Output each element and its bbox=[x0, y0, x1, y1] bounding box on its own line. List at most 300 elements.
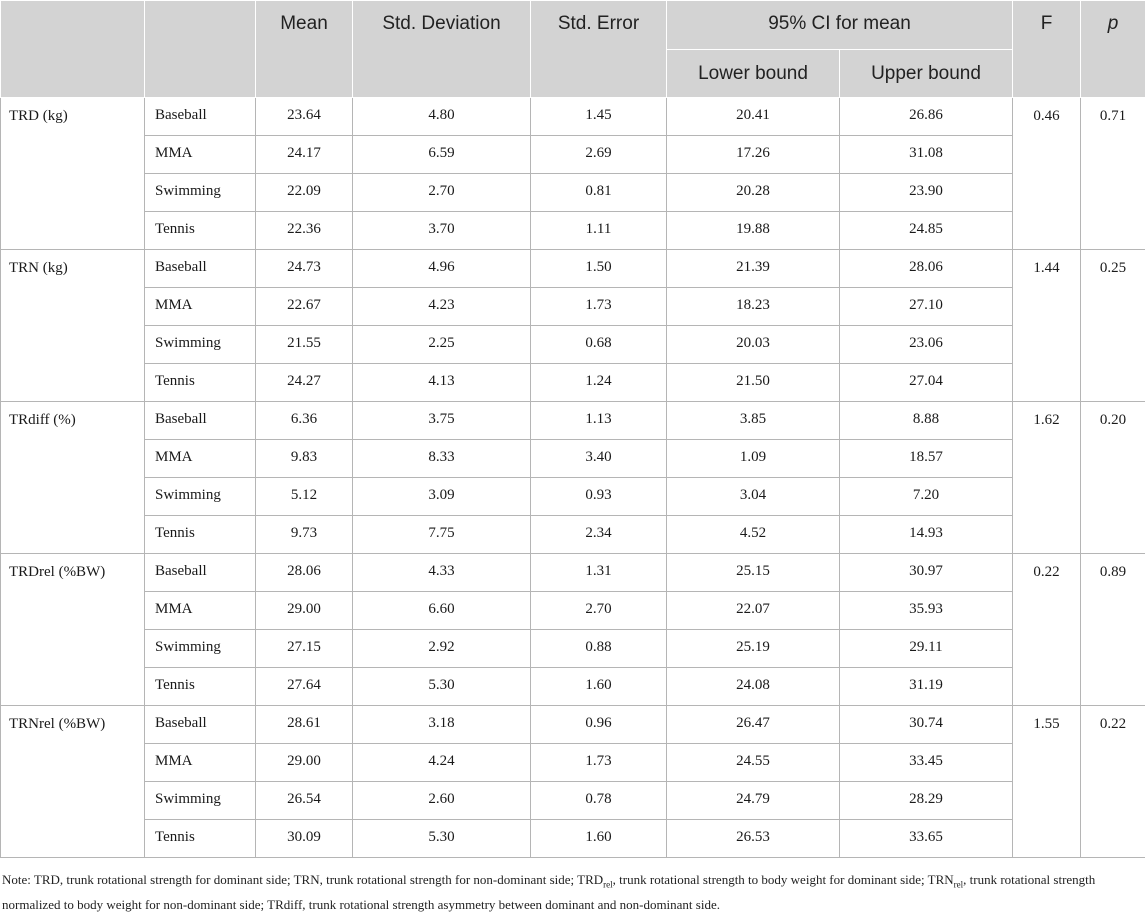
p-value-cell-value: 0.25 bbox=[1081, 250, 1145, 277]
std-error-cell-value: 0.88 bbox=[531, 630, 666, 656]
lower-bound-cell-value: 24.55 bbox=[667, 744, 839, 770]
sport-cell bbox=[145, 326, 256, 364]
lower-bound-cell bbox=[667, 782, 840, 820]
mean-cell bbox=[256, 516, 353, 554]
sport-cell-value: MMA bbox=[145, 592, 255, 618]
header-std-deviation bbox=[353, 1, 531, 98]
std-deviation-cell-value: 2.92 bbox=[353, 630, 530, 656]
mean-cell-value: 28.61 bbox=[256, 706, 352, 732]
mean-cell bbox=[256, 402, 353, 440]
mean-cell-value: 28.06 bbox=[256, 554, 352, 580]
std-deviation-cell-value: 5.30 bbox=[353, 668, 530, 694]
upper-bound-cell-value: 28.06 bbox=[840, 250, 1012, 276]
std-error-cell-value: 1.45 bbox=[531, 98, 666, 124]
upper-bound-cell-value: 14.93 bbox=[840, 516, 1012, 542]
table-row bbox=[1, 326, 1145, 364]
upper-bound-cell-value: 26.86 bbox=[840, 98, 1012, 124]
sport-cell bbox=[145, 250, 256, 288]
lower-bound-cell-value: 17.26 bbox=[667, 136, 839, 162]
upper-bound-cell bbox=[840, 592, 1013, 630]
header-f bbox=[1013, 1, 1081, 98]
sport-cell-value: Tennis bbox=[145, 820, 255, 846]
lower-bound-cell bbox=[667, 250, 840, 288]
p-value-cell bbox=[1081, 250, 1145, 402]
upper-bound-cell-value: 7.20 bbox=[840, 478, 1012, 504]
std-deviation-cell-value: 4.33 bbox=[353, 554, 530, 580]
lower-bound-cell bbox=[667, 706, 840, 744]
upper-bound-cell bbox=[840, 364, 1013, 402]
table-header bbox=[1, 1, 1145, 98]
upper-bound-cell bbox=[840, 744, 1013, 782]
mean-cell-value: 5.12 bbox=[256, 478, 352, 504]
std-error-cell-value: 0.96 bbox=[531, 706, 666, 732]
upper-bound-cell bbox=[840, 516, 1013, 554]
header-ci-label: 95% CI for mean bbox=[667, 1, 1012, 35]
sport-cell-value: Baseball bbox=[145, 554, 255, 580]
sport-cell bbox=[145, 782, 256, 820]
p-value-cell-value: 0.22 bbox=[1081, 706, 1145, 733]
std-error-cell-value: 1.73 bbox=[531, 288, 666, 314]
table-row bbox=[1, 250, 1145, 288]
sport-cell bbox=[145, 630, 256, 668]
upper-bound-cell bbox=[840, 440, 1013, 478]
f-statistic-cell-value: 0.46 bbox=[1013, 98, 1080, 125]
sport-cell-value: Baseball bbox=[145, 98, 255, 124]
header-ci bbox=[667, 1, 1013, 50]
std-error-cell bbox=[531, 174, 667, 212]
mean-cell bbox=[256, 326, 353, 364]
std-error-cell bbox=[531, 478, 667, 516]
lower-bound-cell-value: 21.39 bbox=[667, 250, 839, 276]
lower-bound-cell bbox=[667, 592, 840, 630]
upper-bound-cell-value: 27.04 bbox=[840, 364, 1012, 390]
table-row bbox=[1, 592, 1145, 630]
mean-cell bbox=[256, 706, 353, 744]
lower-bound-cell-value: 18.23 bbox=[667, 288, 839, 314]
sport-cell-value: Tennis bbox=[145, 212, 255, 238]
table-row bbox=[1, 706, 1145, 744]
upper-bound-cell-value: 8.88 bbox=[840, 402, 1012, 428]
lower-bound-cell bbox=[667, 402, 840, 440]
sport-cell-value: MMA bbox=[145, 744, 255, 770]
mean-cell-value: 29.00 bbox=[256, 592, 352, 618]
p-value-cell bbox=[1081, 402, 1145, 554]
header-upper-bound-label: Upper bound bbox=[840, 50, 1012, 85]
variable-label-value: TRNrel (%BW) bbox=[1, 706, 144, 733]
std-deviation-cell bbox=[353, 174, 531, 212]
table-row bbox=[1, 668, 1145, 706]
variable-label-value: TRDrel (%BW) bbox=[1, 554, 144, 581]
mean-cell bbox=[256, 782, 353, 820]
lower-bound-cell-value: 4.52 bbox=[667, 516, 839, 542]
std-deviation-cell bbox=[353, 250, 531, 288]
std-error-cell-value: 0.93 bbox=[531, 478, 666, 504]
std-error-cell bbox=[531, 554, 667, 592]
header-blank-variable bbox=[1, 1, 145, 98]
upper-bound-cell-value: 28.29 bbox=[840, 782, 1012, 808]
std-deviation-cell bbox=[353, 98, 531, 136]
std-error-cell-value: 2.70 bbox=[531, 592, 666, 618]
std-deviation-cell bbox=[353, 288, 531, 326]
variable-label-value: TRdiff (%) bbox=[1, 402, 144, 429]
variable-label bbox=[1, 98, 145, 250]
lower-bound-cell-value: 25.15 bbox=[667, 554, 839, 580]
lower-bound-cell-value: 24.79 bbox=[667, 782, 839, 808]
sport-cell-value: MMA bbox=[145, 288, 255, 314]
std-error-cell bbox=[531, 440, 667, 478]
upper-bound-cell bbox=[840, 98, 1013, 136]
std-error-cell bbox=[531, 592, 667, 630]
std-error-cell bbox=[531, 136, 667, 174]
upper-bound-cell-value: 31.19 bbox=[840, 668, 1012, 694]
table-row bbox=[1, 364, 1145, 402]
mean-cell bbox=[256, 288, 353, 326]
std-error-cell-value: 0.68 bbox=[531, 326, 666, 352]
upper-bound-cell-value: 30.74 bbox=[840, 706, 1012, 732]
table-row bbox=[1, 516, 1145, 554]
upper-bound-cell bbox=[840, 478, 1013, 516]
header-f-label: F bbox=[1013, 1, 1080, 35]
lower-bound-cell bbox=[667, 478, 840, 516]
lower-bound-cell bbox=[667, 554, 840, 592]
sport-cell-value: MMA bbox=[145, 440, 255, 466]
variable-label bbox=[1, 706, 145, 858]
header-upper-bound bbox=[840, 50, 1013, 98]
upper-bound-cell-value: 31.08 bbox=[840, 136, 1012, 162]
mean-cell-value: 6.36 bbox=[256, 402, 352, 428]
table-row bbox=[1, 136, 1145, 174]
lower-bound-cell-value: 1.09 bbox=[667, 440, 839, 466]
std-deviation-cell-value: 6.60 bbox=[353, 592, 530, 618]
sport-cell bbox=[145, 744, 256, 782]
mean-cell bbox=[256, 250, 353, 288]
upper-bound-cell bbox=[840, 820, 1013, 858]
table-row bbox=[1, 98, 1145, 136]
f-statistic-cell bbox=[1013, 706, 1081, 858]
upper-bound-cell bbox=[840, 136, 1013, 174]
table-note bbox=[0, 870, 1145, 915]
std-deviation-cell-value: 3.09 bbox=[353, 478, 530, 504]
std-deviation-cell-value: 4.80 bbox=[353, 98, 530, 124]
header-lower-bound-label: Lower bound bbox=[667, 50, 839, 85]
sport-cell-value: Swimming bbox=[145, 630, 255, 656]
lower-bound-cell bbox=[667, 668, 840, 706]
std-deviation-cell bbox=[353, 630, 531, 668]
mean-cell bbox=[256, 744, 353, 782]
mean-cell bbox=[256, 136, 353, 174]
std-deviation-cell bbox=[353, 706, 531, 744]
upper-bound-cell bbox=[840, 174, 1013, 212]
std-deviation-cell bbox=[353, 592, 531, 630]
std-error-cell-value: 1.11 bbox=[531, 212, 666, 238]
std-error-cell bbox=[531, 516, 667, 554]
f-statistic-cell bbox=[1013, 554, 1081, 706]
upper-bound-cell bbox=[840, 668, 1013, 706]
variable-label bbox=[1, 554, 145, 706]
mean-cell bbox=[256, 630, 353, 668]
lower-bound-cell-value: 20.41 bbox=[667, 98, 839, 124]
sport-cell bbox=[145, 212, 256, 250]
p-value-cell bbox=[1081, 554, 1145, 706]
sport-cell bbox=[145, 174, 256, 212]
upper-bound-cell bbox=[840, 326, 1013, 364]
mean-cell bbox=[256, 174, 353, 212]
variable-label-value: TRN (kg) bbox=[1, 250, 144, 277]
upper-bound-cell bbox=[840, 782, 1013, 820]
std-error-cell bbox=[531, 402, 667, 440]
sport-cell-value: Baseball bbox=[145, 402, 255, 428]
header-std-deviation-label: Std. Deviation bbox=[353, 1, 530, 35]
lower-bound-cell bbox=[667, 288, 840, 326]
std-deviation-cell-value: 2.70 bbox=[353, 174, 530, 200]
mean-cell bbox=[256, 364, 353, 402]
sport-cell-value: Tennis bbox=[145, 364, 255, 390]
header-blank-sport bbox=[145, 1, 256, 98]
sport-cell bbox=[145, 820, 256, 858]
upper-bound-cell bbox=[840, 554, 1013, 592]
lower-bound-cell bbox=[667, 174, 840, 212]
std-error-cell-value: 1.13 bbox=[531, 402, 666, 428]
std-deviation-cell bbox=[353, 744, 531, 782]
upper-bound-cell bbox=[840, 402, 1013, 440]
lower-bound-cell-value: 26.53 bbox=[667, 820, 839, 846]
sport-cell-value: MMA bbox=[145, 136, 255, 162]
f-statistic-cell-value: 1.44 bbox=[1013, 250, 1080, 277]
header-p-label: p bbox=[1081, 1, 1145, 35]
lower-bound-cell-value: 20.03 bbox=[667, 326, 839, 352]
std-deviation-cell bbox=[353, 440, 531, 478]
upper-bound-cell-value: 23.90 bbox=[840, 174, 1012, 200]
sport-cell-value: Swimming bbox=[145, 326, 255, 352]
lower-bound-cell bbox=[667, 136, 840, 174]
mean-cell-value: 27.64 bbox=[256, 668, 352, 694]
std-deviation-cell-value: 3.70 bbox=[353, 212, 530, 238]
sport-cell bbox=[145, 136, 256, 174]
std-deviation-cell-value: 2.60 bbox=[353, 782, 530, 808]
note-subscript-rel-1: rel bbox=[603, 880, 613, 890]
variable-label bbox=[1, 250, 145, 402]
note-prefix: Note: TRD, trunk rotational strength for dominant side; TRN, trunk rotational strength for non-dominant side; TRD bbox=[2, 872, 603, 887]
p-value-cell-value: 0.71 bbox=[1081, 98, 1145, 125]
std-error-cell-value: 0.81 bbox=[531, 174, 666, 200]
header-mean-label: Mean bbox=[256, 1, 352, 35]
sport-cell bbox=[145, 516, 256, 554]
mean-cell-value: 21.55 bbox=[256, 326, 352, 352]
std-error-cell bbox=[531, 98, 667, 136]
std-deviation-cell-value: 3.18 bbox=[353, 706, 530, 732]
mean-cell bbox=[256, 478, 353, 516]
std-deviation-cell bbox=[353, 136, 531, 174]
std-deviation-cell bbox=[353, 402, 531, 440]
p-value-cell-value: 0.20 bbox=[1081, 402, 1145, 429]
f-statistic-cell bbox=[1013, 402, 1081, 554]
mean-cell bbox=[256, 440, 353, 478]
sport-cell bbox=[145, 668, 256, 706]
mean-cell-value: 24.27 bbox=[256, 364, 352, 390]
upper-bound-cell bbox=[840, 706, 1013, 744]
table-body bbox=[1, 98, 1145, 858]
std-error-cell bbox=[531, 706, 667, 744]
header-std-error bbox=[531, 1, 667, 98]
std-error-cell bbox=[531, 288, 667, 326]
lower-bound-cell-value: 21.50 bbox=[667, 364, 839, 390]
sport-cell bbox=[145, 592, 256, 630]
std-error-cell bbox=[531, 820, 667, 858]
mean-cell bbox=[256, 592, 353, 630]
variable-label-value: TRD (kg) bbox=[1, 98, 144, 125]
mean-cell bbox=[256, 212, 353, 250]
mean-cell bbox=[256, 98, 353, 136]
sport-cell-value: Tennis bbox=[145, 516, 255, 542]
std-deviation-cell-value: 4.13 bbox=[353, 364, 530, 390]
note-suffix: , trunk rotational strength normalized to body weight for non-dominant side; TRdiff, trunk rotational strength asymmetry between dominant and non-dominant side. bbox=[2, 872, 1095, 912]
std-error-cell bbox=[531, 668, 667, 706]
mean-cell-value: 26.54 bbox=[256, 782, 352, 808]
std-deviation-cell bbox=[353, 782, 531, 820]
p-value-cell bbox=[1081, 706, 1145, 858]
std-deviation-cell-value: 4.23 bbox=[353, 288, 530, 314]
sport-cell bbox=[145, 288, 256, 326]
std-deviation-cell bbox=[353, 668, 531, 706]
upper-bound-cell-value: 33.65 bbox=[840, 820, 1012, 846]
table-row bbox=[1, 288, 1145, 326]
lower-bound-cell-value: 20.28 bbox=[667, 174, 839, 200]
std-error-cell-value: 1.31 bbox=[531, 554, 666, 580]
note-text bbox=[0, 870, 1145, 915]
std-deviation-cell bbox=[353, 516, 531, 554]
p-value-cell bbox=[1081, 98, 1145, 250]
sport-cell bbox=[145, 364, 256, 402]
mean-cell-value: 23.64 bbox=[256, 98, 352, 124]
lower-bound-cell bbox=[667, 516, 840, 554]
table-row bbox=[1, 174, 1145, 212]
sport-cell-value: Baseball bbox=[145, 706, 255, 732]
table-row bbox=[1, 820, 1145, 858]
std-deviation-cell-value: 4.24 bbox=[353, 744, 530, 770]
p-value-cell-value: 0.89 bbox=[1081, 554, 1145, 581]
header-lower-bound bbox=[667, 50, 840, 98]
std-error-cell-value: 3.40 bbox=[531, 440, 666, 466]
upper-bound-cell bbox=[840, 212, 1013, 250]
std-error-cell-value: 1.60 bbox=[531, 820, 666, 846]
f-statistic-cell bbox=[1013, 250, 1081, 402]
lower-bound-cell-value: 3.85 bbox=[667, 402, 839, 428]
header-std-error-label: Std. Error bbox=[531, 1, 666, 35]
std-error-cell bbox=[531, 326, 667, 364]
upper-bound-cell bbox=[840, 630, 1013, 668]
std-deviation-cell-value: 5.30 bbox=[353, 820, 530, 846]
sport-cell bbox=[145, 478, 256, 516]
std-deviation-cell-value: 7.75 bbox=[353, 516, 530, 542]
lower-bound-cell-value: 19.88 bbox=[667, 212, 839, 238]
std-deviation-cell-value: 6.59 bbox=[353, 136, 530, 162]
sport-cell-value: Tennis bbox=[145, 668, 255, 694]
std-error-cell-value: 1.73 bbox=[531, 744, 666, 770]
std-error-cell-value: 2.69 bbox=[531, 136, 666, 162]
lower-bound-cell-value: 24.08 bbox=[667, 668, 839, 694]
lower-bound-cell-value: 3.04 bbox=[667, 478, 839, 504]
lower-bound-cell bbox=[667, 212, 840, 250]
upper-bound-cell-value: 35.93 bbox=[840, 592, 1012, 618]
upper-bound-cell-value: 18.57 bbox=[840, 440, 1012, 466]
header-mean bbox=[256, 1, 353, 98]
sport-cell bbox=[145, 98, 256, 136]
std-deviation-cell-value: 2.25 bbox=[353, 326, 530, 352]
upper-bound-cell-value: 23.06 bbox=[840, 326, 1012, 352]
std-deviation-cell bbox=[353, 554, 531, 592]
lower-bound-cell bbox=[667, 820, 840, 858]
sport-cell bbox=[145, 706, 256, 744]
mean-cell-value: 29.00 bbox=[256, 744, 352, 770]
sport-cell bbox=[145, 440, 256, 478]
upper-bound-cell-value: 33.45 bbox=[840, 744, 1012, 770]
upper-bound-cell-value: 30.97 bbox=[840, 554, 1012, 580]
table-row bbox=[1, 554, 1145, 592]
note-subscript-rel-2: rel bbox=[954, 880, 964, 890]
upper-bound-cell-value: 29.11 bbox=[840, 630, 1012, 656]
variable-label bbox=[1, 402, 145, 554]
std-error-cell bbox=[531, 782, 667, 820]
std-error-cell bbox=[531, 364, 667, 402]
mean-cell-value: 27.15 bbox=[256, 630, 352, 656]
mean-cell-value: 22.09 bbox=[256, 174, 352, 200]
std-deviation-cell-value: 4.96 bbox=[353, 250, 530, 276]
lower-bound-cell-value: 26.47 bbox=[667, 706, 839, 732]
lower-bound-cell-value: 25.19 bbox=[667, 630, 839, 656]
f-statistic-cell-value: 1.62 bbox=[1013, 402, 1080, 429]
sport-cell-value: Swimming bbox=[145, 174, 255, 200]
lower-bound-cell-value: 22.07 bbox=[667, 592, 839, 618]
note-middle: , trunk rotational strength to body weight for dominant side; TRN bbox=[613, 872, 954, 887]
std-error-cell bbox=[531, 212, 667, 250]
lower-bound-cell bbox=[667, 364, 840, 402]
upper-bound-cell bbox=[840, 250, 1013, 288]
table-row bbox=[1, 630, 1145, 668]
sport-cell-value: Baseball bbox=[145, 250, 255, 276]
table-row bbox=[1, 478, 1145, 516]
mean-cell bbox=[256, 820, 353, 858]
std-error-cell-value: 1.60 bbox=[531, 668, 666, 694]
lower-bound-cell bbox=[667, 440, 840, 478]
std-deviation-cell bbox=[353, 478, 531, 516]
std-error-cell-value: 2.34 bbox=[531, 516, 666, 542]
std-deviation-cell bbox=[353, 364, 531, 402]
table-row bbox=[1, 782, 1145, 820]
std-error-cell-value: 1.24 bbox=[531, 364, 666, 390]
lower-bound-cell bbox=[667, 98, 840, 136]
mean-cell-value: 9.73 bbox=[256, 516, 352, 542]
f-statistic-cell bbox=[1013, 98, 1081, 250]
mean-cell-value: 9.83 bbox=[256, 440, 352, 466]
table-row bbox=[1, 402, 1145, 440]
mean-cell-value: 22.36 bbox=[256, 212, 352, 238]
std-error-cell-value: 0.78 bbox=[531, 782, 666, 808]
lower-bound-cell bbox=[667, 630, 840, 668]
f-statistic-cell-value: 0.22 bbox=[1013, 554, 1080, 581]
std-error-cell-value: 1.50 bbox=[531, 250, 666, 276]
table-row bbox=[1, 440, 1145, 478]
sport-cell bbox=[145, 402, 256, 440]
sport-cell-value: Swimming bbox=[145, 478, 255, 504]
std-deviation-cell-value: 3.75 bbox=[353, 402, 530, 428]
std-deviation-cell bbox=[353, 212, 531, 250]
mean-cell bbox=[256, 668, 353, 706]
std-error-cell bbox=[531, 630, 667, 668]
lower-bound-cell bbox=[667, 326, 840, 364]
mean-cell bbox=[256, 554, 353, 592]
upper-bound-cell bbox=[840, 288, 1013, 326]
std-deviation-cell bbox=[353, 326, 531, 364]
